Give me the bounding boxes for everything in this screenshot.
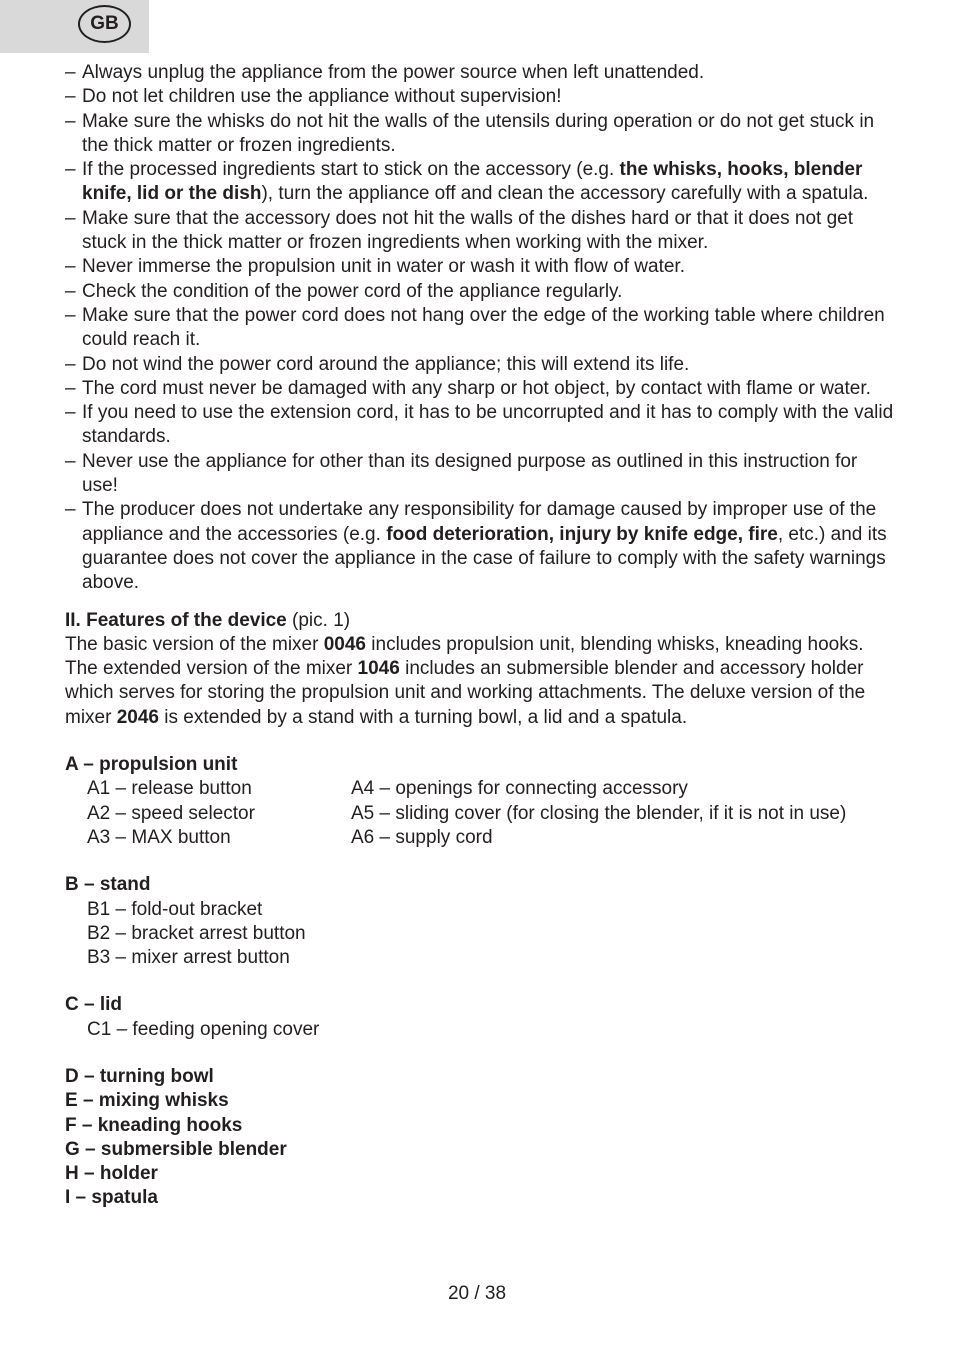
part-item: B1 – fold-out bracket [87, 898, 263, 920]
part-group-a [65, 753, 895, 850]
page-content [65, 61, 895, 1211]
part-item: A6 – supply cord [351, 826, 493, 848]
warning-item: – If the processed ingredients start to stick on the accessory (e.g. the whisks, hooks, blender knife, lid or the dish), turn the appliance off and clean the accessory carefully with a spatula. [65, 158, 895, 207]
part-title: E – mixing whisks [65, 1090, 229, 1112]
part-group-b [65, 873, 895, 970]
warning-item: – The producer does not undertake any responsibility for damage caused by improper use of the appliance and the accessories (e.g. food deterioration, injury by knife edge, fire, etc.) and its guarantee does not cover the appliance in the case of failure to comply with the safety warnings above. [65, 498, 895, 595]
language-badge: GB [78, 5, 131, 43]
part-title: G – submersible blender [65, 1138, 287, 1160]
part-item: A1 – release button [87, 778, 252, 800]
language-tab [0, 0, 149, 53]
warning-item: – Make sure that the accessory does not hit the walls of the dishes hard or that it does not get stuck in the thick matter or frozen ingredients when working with the mixer. [65, 207, 895, 256]
part-item: A4 – openings for connecting accessory [351, 778, 688, 800]
part-item: C1 – feeding opening cover [87, 1018, 320, 1040]
part-group-others [65, 1065, 895, 1211]
part-title: C – lid [65, 994, 123, 1016]
warning-item: – Never use the appliance for other than its designed purpose as outlined in this instruction for use! [65, 450, 895, 499]
page-number: 20 / 38 [447, 1283, 507, 1304]
part-item: A2 – speed selector [87, 802, 255, 824]
warning-item: – Always unplug the appliance from the power source when left unattended. [65, 61, 895, 85]
part-title: A – propulsion unit [65, 754, 238, 776]
part-item: A3 – MAX button [87, 826, 231, 848]
part-item: A5 – sliding cover (for closing the blender, if it is not in use) [351, 802, 847, 824]
warning-item: – Make sure that the power cord does not hang over the edge of the working table where children could reach it. [65, 304, 895, 353]
warning-item: – If you need to use the extension cord, it has to be uncorrupted and it has to comply with the valid standards. [65, 401, 895, 450]
warning-item: – Never immerse the propulsion unit in water or wash it with flow of water. [65, 255, 895, 279]
safety-warnings-list [65, 61, 895, 596]
warning-item: – Do not let children use the appliance without supervision! [65, 85, 895, 109]
part-title: D – turning bowl [65, 1065, 214, 1087]
part-title: H – holder [65, 1163, 158, 1185]
warning-item: – Check the condition of the power cord of the appliance regularly. [65, 280, 895, 304]
part-item: B3 – mixer arrest button [87, 947, 290, 969]
part-title: B – stand [65, 874, 151, 896]
warning-item: – The cord must never be damaged with any sharp or hot object, by contact with flame or water. [65, 377, 895, 401]
features-section [65, 609, 895, 730]
part-group-c [65, 993, 895, 1042]
part-title: I – spatula [65, 1187, 158, 1209]
part-title: F – kneading hooks [65, 1114, 243, 1136]
features-heading: II. Features of the device (pic. 1) [65, 609, 351, 631]
warning-item: – Make sure the whisks do not hit the walls of the utensils during operation or do not get stuck in the thick matter or frozen ingredients. [65, 110, 895, 159]
features-intro: The basic version of the mixer 0046 includes propulsion unit, blending whisks, kneading hooks. The extended version of the mixer 1046 includes an submersible blender and accessory holder which serves for storing the propulsion unit and working attachments. The deluxe version of the mixer 2046 is extended by a stand with a turning bowl, a lid and a spatula. [65, 633, 866, 728]
part-item: B2 – bracket arrest button [87, 922, 306, 944]
warning-item: – Do not wind the power cord around the appliance; this will extend its life. [65, 353, 895, 377]
